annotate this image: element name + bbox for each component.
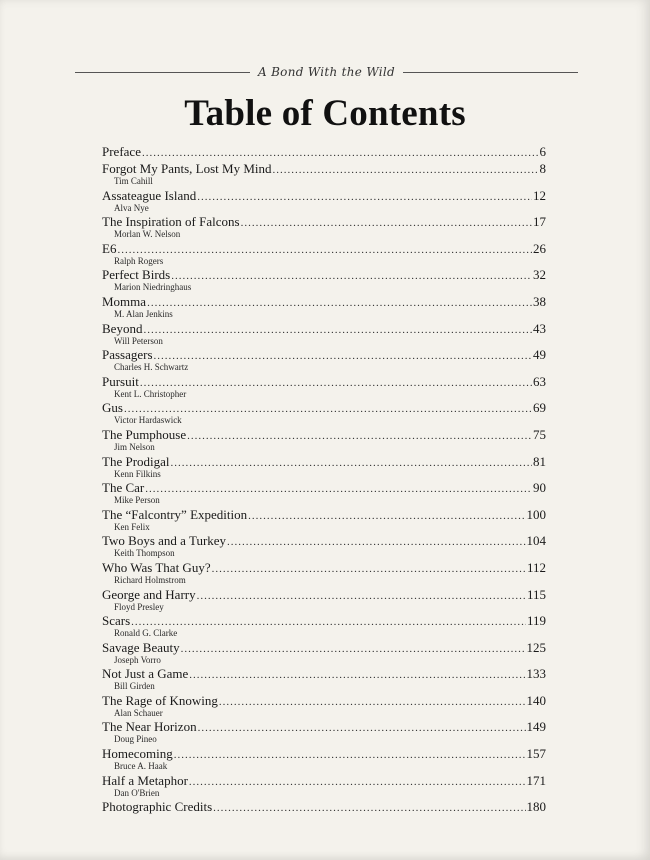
toc-entry-author: Dan O'Brien xyxy=(114,787,160,798)
toc-entry xyxy=(102,320,546,347)
toc-line xyxy=(102,506,546,523)
toc-entry-page: 8 xyxy=(539,161,546,176)
running-head-rule-right xyxy=(403,72,578,73)
toc-entry xyxy=(102,506,546,533)
toc-entry-title: Pursuit xyxy=(102,373,139,389)
toc-line xyxy=(102,479,546,496)
page-title: Table of Contents xyxy=(184,93,466,134)
toc-leader-dots xyxy=(143,322,532,339)
toc-leader-dots xyxy=(171,455,532,472)
toc-entry-page: 100 xyxy=(526,506,546,522)
toc-line xyxy=(102,586,546,603)
toc-entry-page: 157 xyxy=(526,746,546,762)
toc-entry-author: Richard Holmstrom xyxy=(114,574,186,585)
toc-entry xyxy=(102,772,546,799)
toc-entry xyxy=(102,453,546,480)
toc-entry-page: 140 xyxy=(526,692,546,708)
toc-entry-title: Forgot My Pants, Lost My Mind xyxy=(102,161,272,176)
toc-entry-page: 17 xyxy=(533,214,546,230)
toc-leader-dots xyxy=(248,508,525,525)
toc-entry-author: Alva Nye xyxy=(114,202,149,213)
toc-entry xyxy=(102,346,546,373)
toc-entry-page: 112 xyxy=(526,559,546,575)
toc-entry xyxy=(102,798,546,815)
toc-line xyxy=(102,293,546,310)
toc-entry-author: Ralph Rogers xyxy=(114,255,164,266)
toc-leader-dots xyxy=(145,481,532,498)
toc-line xyxy=(102,213,546,230)
toc-entry-page: 75 xyxy=(533,426,546,442)
toc-entry xyxy=(102,293,546,320)
toc-entry-author: Ken Felix xyxy=(114,521,150,532)
toc-entry xyxy=(102,479,546,506)
toc-line xyxy=(102,320,546,337)
toc-entry-page: 49 xyxy=(533,347,546,363)
toc-line xyxy=(102,346,546,363)
toc-entry-page: 63 xyxy=(533,373,546,389)
toc-entry xyxy=(102,143,546,160)
toc-line xyxy=(102,426,546,443)
toc-entry-title: Two Boys and a Turkey xyxy=(102,533,227,549)
toc-leader-dots xyxy=(181,641,526,658)
toc-entry-page: 115 xyxy=(526,586,546,602)
toc-entry-author: Charles H. Schwartz xyxy=(114,362,189,373)
running-head-text: A Bond With the Wild xyxy=(257,65,396,79)
toc-leader-dots xyxy=(140,375,532,392)
toc-leader-dots xyxy=(219,694,526,711)
toc-leader-dots xyxy=(147,295,532,312)
running-head xyxy=(75,62,578,82)
toc-entry-title: The Pumphouse xyxy=(102,426,187,442)
toc-leader-dots xyxy=(212,561,526,578)
toc-leader-dots xyxy=(124,401,532,418)
toc-entry xyxy=(102,745,546,772)
toc-entry-page: 81 xyxy=(533,453,546,469)
toc-entry-page: 43 xyxy=(533,320,546,336)
toc-line xyxy=(102,692,546,709)
toc-line xyxy=(102,143,546,160)
toc-line xyxy=(102,160,546,177)
toc-entry-title: Momma xyxy=(102,293,147,309)
toc-entry xyxy=(102,532,546,559)
toc-leader-dots xyxy=(213,800,525,817)
toc-entry-page: 32 xyxy=(533,267,546,283)
toc-entry-title: Half a Metaphor xyxy=(102,772,188,788)
toc-leader-dots xyxy=(198,720,526,737)
toc-entry xyxy=(102,426,546,453)
toc-line xyxy=(102,718,546,735)
toc-entry-title: The Car xyxy=(102,480,145,496)
toc-entry-author: Will Peterson xyxy=(114,335,163,346)
toc-leader-dots xyxy=(131,614,526,631)
toc-entry-title: Homecoming xyxy=(102,746,173,762)
toc-entry-author: Jim Nelson xyxy=(114,441,155,452)
toc-entry-title: Perfect Birds xyxy=(102,267,171,283)
toc-entry-author: Marion Niedringhaus xyxy=(114,282,192,293)
toc-line xyxy=(102,187,546,204)
toc-entry-page: 125 xyxy=(526,639,546,655)
toc-leader-dots xyxy=(197,588,526,605)
toc-line xyxy=(102,399,546,416)
toc-line xyxy=(102,266,546,283)
toc-entry-title: The “Falcontry” Expedition xyxy=(102,506,248,522)
toc-entry-title: The Rage of Knowing xyxy=(102,692,218,708)
toc-entry-author: Victor Hardaswick xyxy=(114,415,182,426)
toc-entry xyxy=(102,266,546,293)
toc-entry-author: Alan Schauer xyxy=(114,707,163,718)
toc-line xyxy=(102,532,546,549)
toc-line xyxy=(102,559,546,576)
toc-entry-page: 104 xyxy=(526,533,546,549)
toc-entry xyxy=(102,213,546,240)
toc-leader-dots xyxy=(187,428,532,445)
toc-entry-author: Kenn Filkins xyxy=(114,468,161,479)
toc-line xyxy=(102,665,546,682)
toc-entry-page: 69 xyxy=(533,400,546,416)
toc-entry-page: 119 xyxy=(526,613,546,629)
toc-entry xyxy=(102,586,546,613)
toc-entry-author: M. Alan Jenkins xyxy=(114,308,173,319)
toc-entry-author: Morlan W. Nelson xyxy=(114,229,181,240)
toc-entry-page: 12 xyxy=(533,187,546,203)
toc-entry xyxy=(102,399,546,426)
toc-leader-dots xyxy=(171,268,532,285)
toc-line xyxy=(102,798,546,815)
toc-entry-title: The Inspiration of Falcons xyxy=(102,214,240,230)
toc-entry-page: 26 xyxy=(533,240,546,256)
toc-entry-title: Gus xyxy=(102,400,123,416)
toc-entry-title: Scars xyxy=(102,613,131,629)
toc-line xyxy=(102,453,546,470)
toc-entry xyxy=(102,665,546,692)
running-head-rule-left xyxy=(75,72,250,73)
toc-line xyxy=(102,772,546,789)
toc-entry xyxy=(102,373,546,400)
toc-entry-title: Savage Beauty xyxy=(102,639,180,655)
toc-leader-dots xyxy=(273,162,539,179)
toc-line xyxy=(102,612,546,629)
toc-entry-title: George and Harry xyxy=(102,586,196,602)
toc-entry-page: 149 xyxy=(526,719,546,735)
toc-entry-page: 133 xyxy=(526,666,546,682)
toc-entry-author: Floyd Presley xyxy=(114,601,164,612)
toc-entry-page: 6 xyxy=(539,144,546,159)
toc-entry-page: 180 xyxy=(526,799,546,815)
toc-entry-author: Ronald G. Clarke xyxy=(114,628,178,639)
toc-entry-author: Joseph Vorro xyxy=(114,654,161,665)
toc-entry-author: Tim Cahill xyxy=(114,176,153,186)
toc-entry-author: Keith Thompson xyxy=(114,548,175,559)
toc-leader-dots xyxy=(189,774,526,791)
toc-entry xyxy=(102,612,546,639)
toc-line xyxy=(102,373,546,390)
toc-line xyxy=(102,745,546,762)
toc-entry xyxy=(102,559,546,586)
toc-entry-author: Bruce A. Haak xyxy=(114,761,168,772)
toc-list xyxy=(102,143,546,815)
toc-entry-title: E6 xyxy=(102,240,117,256)
toc-entry-title: Assateague Island xyxy=(102,187,197,203)
toc-line xyxy=(102,639,546,656)
toc-leader-dots xyxy=(189,667,525,684)
toc-leader-dots xyxy=(241,215,532,232)
toc-entry xyxy=(102,187,546,214)
toc-entry xyxy=(102,160,546,187)
toc-entry-title: Beyond xyxy=(102,320,143,336)
toc-entry-title: Photographic Credits xyxy=(102,799,213,815)
toc-leader-dots xyxy=(117,242,532,259)
toc-leader-dots xyxy=(154,348,532,365)
toc-entry-title: Not Just a Game xyxy=(102,666,189,682)
toc-leader-dots xyxy=(174,747,526,764)
toc-leader-dots xyxy=(197,189,532,206)
toc-entry-title: Who Was That Guy? xyxy=(102,559,211,575)
toc-entry-page: 38 xyxy=(533,293,546,309)
toc-entry-page: 90 xyxy=(533,480,546,496)
toc-entry-author: Mike Person xyxy=(114,495,160,506)
toc-entry-author: Doug Pineo xyxy=(114,734,157,745)
toc-entry xyxy=(102,692,546,719)
toc-entry xyxy=(102,718,546,745)
toc-entry-page: 171 xyxy=(526,772,546,788)
toc-entry-author: Bill Girden xyxy=(114,681,155,692)
toc-entry-title: Preface xyxy=(102,144,141,159)
toc-entry-title: Passagers xyxy=(102,347,153,363)
toc-line xyxy=(102,240,546,257)
toc-entry-title: The Prodigal xyxy=(102,453,170,469)
toc-leader-dots xyxy=(227,534,525,551)
toc-entry-author: Kent L. Christopher xyxy=(114,388,187,399)
toc-entry-title: The Near Horizon xyxy=(102,719,197,735)
toc-entry xyxy=(102,639,546,666)
toc-entry xyxy=(102,240,546,267)
